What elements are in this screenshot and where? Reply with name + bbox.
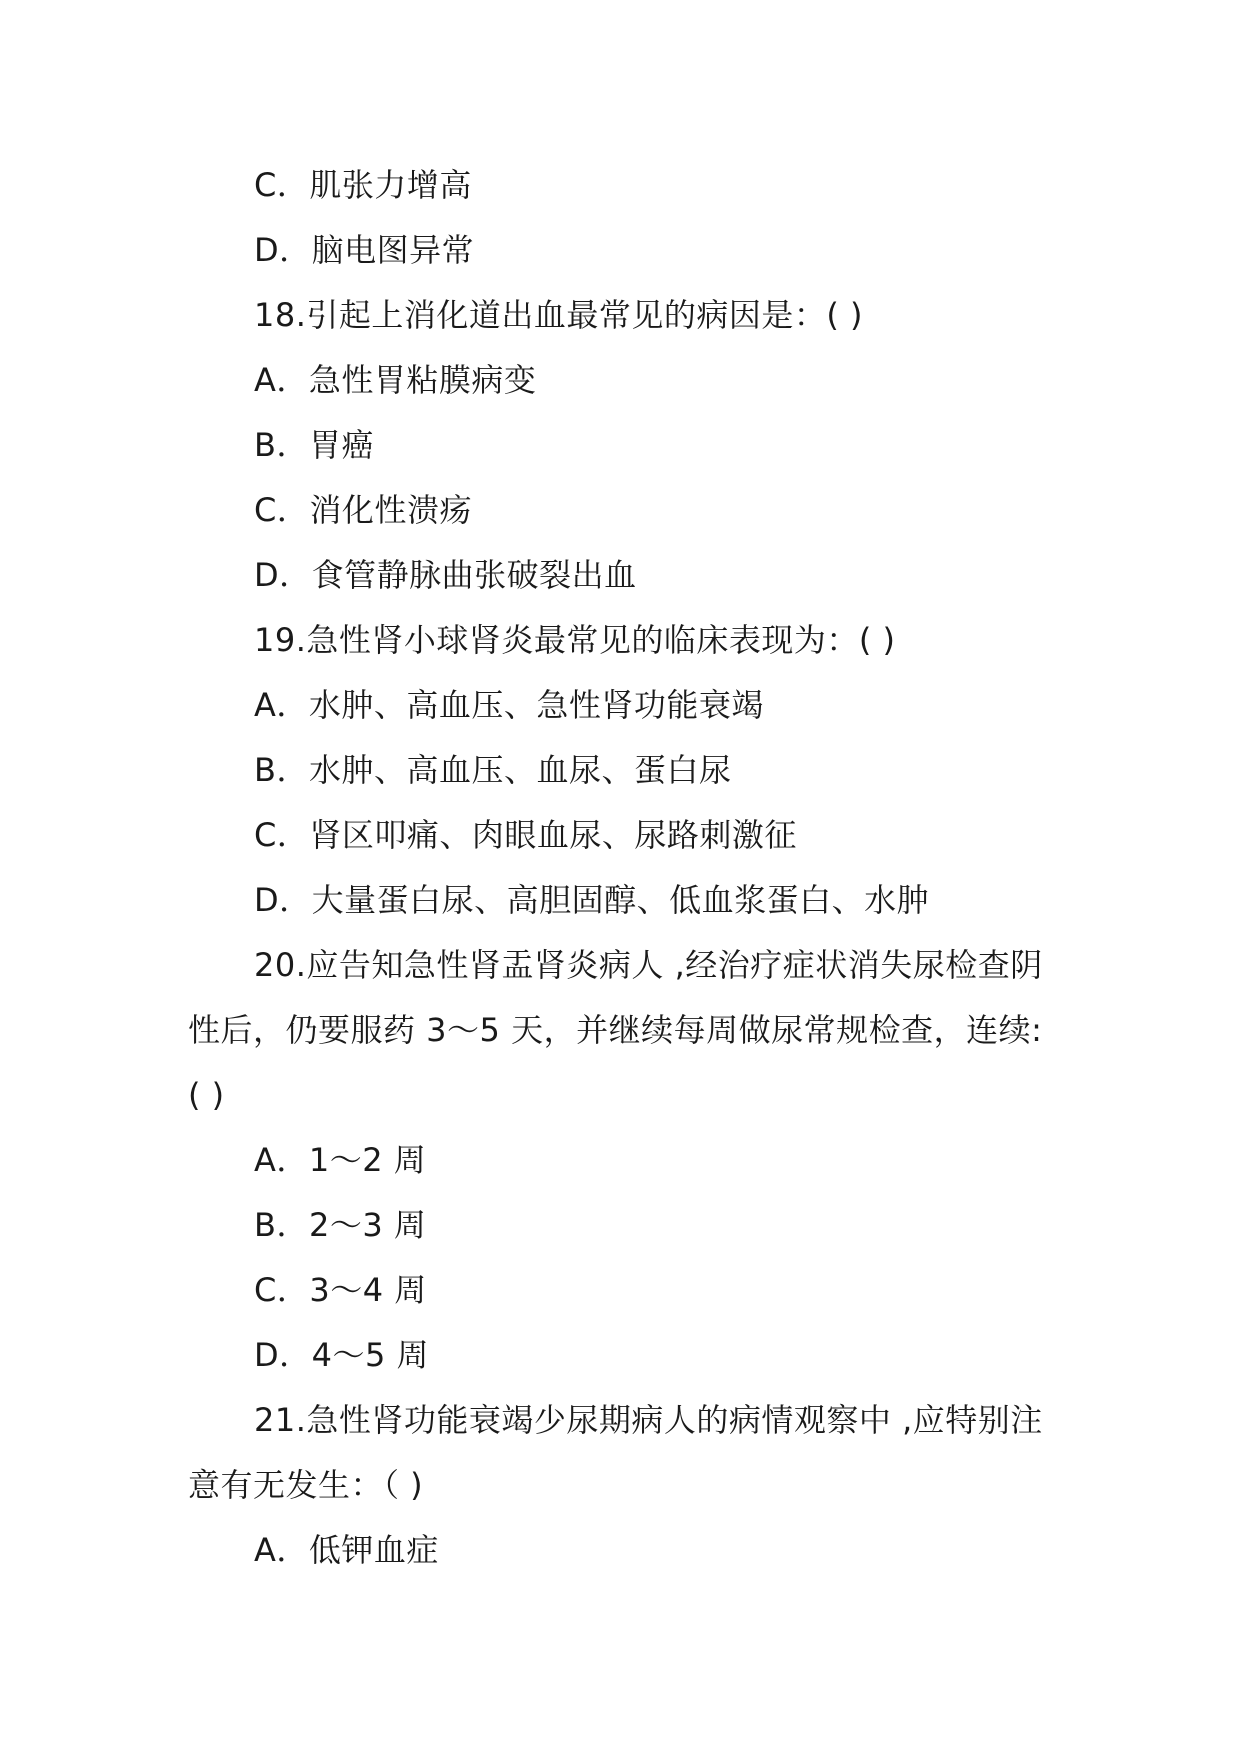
question-19: 19.急性肾小球肾炎最常见的临床表现为：( )	[254, 621, 896, 659]
option-20c: C．3～4 周	[254, 1271, 427, 1309]
question-18: 18.引起上消化道出血最常见的病因是：( )	[254, 296, 864, 334]
option-21a: A．低钾血症	[254, 1531, 439, 1569]
question-20-line-3: ( )	[188, 1076, 225, 1114]
option-20a: A．1～2 周	[254, 1141, 427, 1179]
option-19c: C．肾区叩痛、肉眼血尿、尿路刺激征	[254, 816, 797, 854]
option-20d: D．4～5 周	[254, 1336, 430, 1374]
option-17d: D．脑电图异常	[254, 231, 475, 269]
question-20-line-2: 性后，仍要服药 3～5 天，并继续每周做尿常规检查，连续:	[188, 1011, 1043, 1049]
question-21-line-1: 21.急性肾功能衰竭少尿期病人的病情观察中 ,应特别注	[254, 1401, 1043, 1439]
question-21-line-2: 意有无发生：（ )	[188, 1466, 424, 1504]
option-18b: B．胃癌	[254, 426, 374, 464]
option-20b: B．2～3 周	[254, 1206, 427, 1244]
option-19a: A．水肿、高血压、急性肾功能衰竭	[254, 686, 764, 724]
option-18a: A．急性胃粘膜病变	[254, 361, 537, 399]
option-18c: C．消化性溃疡	[254, 491, 472, 529]
option-19d: D．大量蛋白尿、高胆固醇、低血浆蛋白、水肿	[254, 881, 930, 919]
option-17c: C．肌张力增高	[254, 166, 472, 204]
option-18d: D．食管静脉曲张破裂出血	[254, 556, 637, 594]
option-19b: B．水肿、高血压、血尿、蛋白尿	[254, 751, 732, 789]
question-20-line-1: 20.应告知急性肾盂肾炎病人 ,经治疗症状消失尿检查阴	[254, 946, 1043, 984]
